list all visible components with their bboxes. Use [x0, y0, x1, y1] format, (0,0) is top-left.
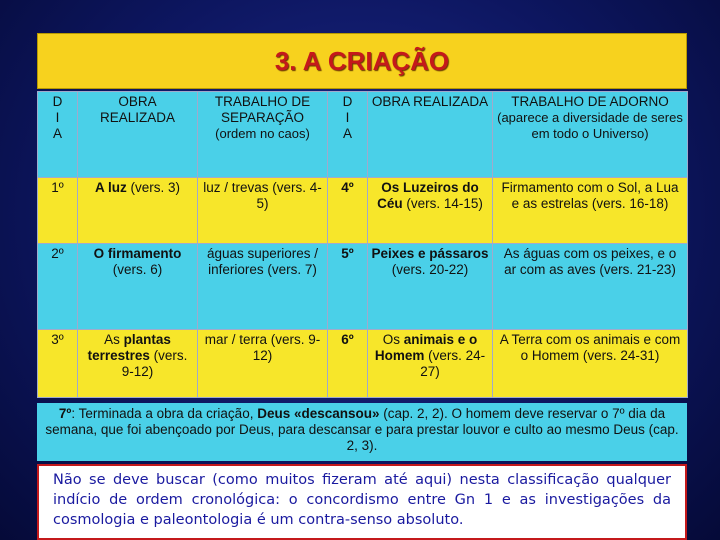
title-banner	[37, 33, 687, 89]
obra-cell: As plantas terrestres (vers. 9-12)	[78, 330, 198, 398]
day-cell: 3º	[38, 330, 78, 398]
header-adorno: TRABALHO DE ADORNO (aparece a diversidade de seres em todo o Universo)	[493, 92, 688, 178]
seventh-day-note: 7º: Terminada a obra da criação, Deus «descansou» (cap. 2, 2). O homem deve reservar o 7º dia da semana, que foi abençoado por Deus, para descansar e para prestar louvor e culto ao mesmo Deus (cap. 2, 3).	[37, 403, 687, 461]
separacao-cell: luz / trevas (vers. 4-5)	[198, 178, 328, 244]
obra-cell: A luz (vers. 3)	[78, 178, 198, 244]
obra-cell: Os animais e o Homem (vers. 24-27)	[368, 330, 493, 398]
adorno-cell: Firmamento com o Sol, a Lua e as estrelas (vers. 16-18)	[493, 178, 688, 244]
obra-cell: O firmamento (vers. 6)	[78, 244, 198, 330]
header-separacao: TRABALHO DE SEPARAÇÃO (ordem no caos)	[198, 92, 328, 178]
header-obra-2: OBRA REALIZADA	[368, 92, 493, 178]
day-cell: 6º	[328, 330, 368, 398]
chronology-note: Não se deve buscar (como muitos fizeram até aqui) nesta classificação qualquer indício de ordem cronológica: o concordismo entre Gn 1 e as investigações da cosmologia e paleontologia é um contra-senso absoluto.	[37, 464, 687, 540]
day-cell: 2º	[38, 244, 78, 330]
header-dia-1: D I A	[38, 92, 78, 178]
separacao-cell: mar / terra (vers. 9-12)	[198, 330, 328, 398]
header-obra-1: OBRA REALIZADA	[78, 92, 198, 178]
obra-cell: Os Luzeiros do Céu (vers. 14-15)	[368, 178, 493, 244]
table-row	[38, 178, 688, 244]
separacao-cell: águas superiores / inferiores (vers. 7)	[198, 244, 328, 330]
page-title: 3. A CRIAÇÃO	[274, 45, 450, 76]
obra-cell: Peixes e pássaros (vers. 20-22)	[368, 244, 493, 330]
day-cell: 1º	[38, 178, 78, 244]
header-dia-2: D I A	[328, 92, 368, 178]
adorno-cell: A Terra com os animais e com o Homem (vers. 24-31)	[493, 330, 688, 398]
adorno-cell: As águas com os peixes, e o ar com as aves (vers. 21-23)	[493, 244, 688, 330]
table-header-row	[38, 92, 688, 178]
table-row	[38, 330, 688, 398]
day-cell: 4º	[328, 178, 368, 244]
creation-table	[37, 91, 688, 398]
day-cell: 5º	[328, 244, 368, 330]
table-row	[38, 244, 688, 330]
